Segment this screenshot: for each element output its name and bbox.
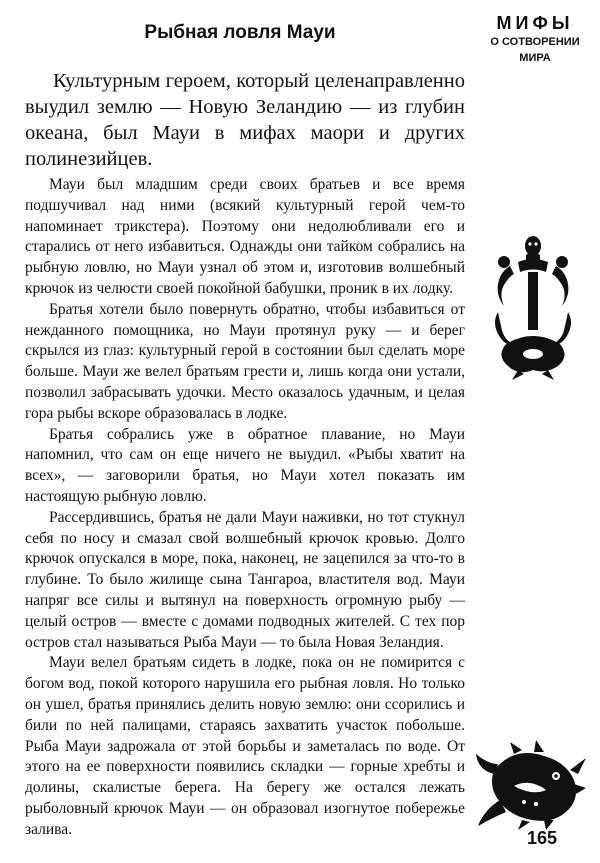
paragraph: Братья хотели было повернуть обратно, чтобы избавиться от нежданного помощника, но Мауи протянул руку — и берег скрылся из глаз: культурный герой в состоянии был сделать море больше. Мауи же велел братьям грести и, лишь когда они устали, позволил забрасывать удочки. Место оказалось удачным, и целая гора рыбы вскоре образовалась в лодке. [25,300,465,422]
section-title: МИФЫ [496,13,574,33]
section-subtitle-line-2: МИРА [519,52,551,64]
section-header [485,12,585,66]
paragraph: Мауи был младшим среди своих братьев и все время подшучивал над ними (всякий культурный герой чем-то напоминает трикстера). Поэтому они недолюбливали его и старались от него избавиться. Однажды они тайком собрались на рыбную ловлю, но Мауи узнал об этом и, изготовив волшебный крючок из челюсти своей покойной бабушки, проник в их лодку. [25,176,465,297]
dragon-ornament-icon [474,740,586,830]
paragraph: Рассердившись, братья не дали Мауи наживки, но тот стукнул себя по носу и смазал свой волшебный крючок кровью. Долго крючок опускался в море, пока, наконец, не зацепился за что-то в глубине. То было жилище сына Тангароа, властителя вод. Мауи напряг все силы и вытянул на поверхность огромную рыбу — целый остров — вместе с домами подводных жителей. С тех пор остров стал называться Рыба Мауи — то была Новая Зеландия. [25,508,465,651]
totem-ornament-icon [488,232,578,382]
page-title: Рыбная ловля Мауи [144,22,336,43]
paragraph: Братья собрались уже в обратное плавание, но Мауи напомнил, что сам он еще ничего не выудил. «Рыбы хватит на всех», — заговорили братья, но Мауи хотел показать им настоящую рыбную ловлю. [25,425,465,505]
article-body [25,175,465,841]
paragraph: Мауи велел братьям сидеть в лодке, пока он не помирится с богом вод, покой которого нарушила его рыбная ловля. Но только он ушел, братья принялись делить новую землю: они ссорились и били по ней палицами, стараясь захватить участок побольше. Рыба Мауи задрожала от этой борьбы и заметалась по воде. От этого на ее поверхности появились складки — горные хребты и долины, скалистые берега. На берегу же остался лежать рыболовный крючок Мауи — он образовал изогнутое побережье залива. [25,654,465,838]
section-subtitle-line-1: О СОТВОРЕНИИ [490,36,580,48]
lead-paragraph: Культурным героем, который целенаправленно выудил землю — Новую Зеландию — из глубин океана, был Мауи в мифах маори и других полинезийцев. [25,70,465,170]
page-number: 165 [526,828,558,848]
